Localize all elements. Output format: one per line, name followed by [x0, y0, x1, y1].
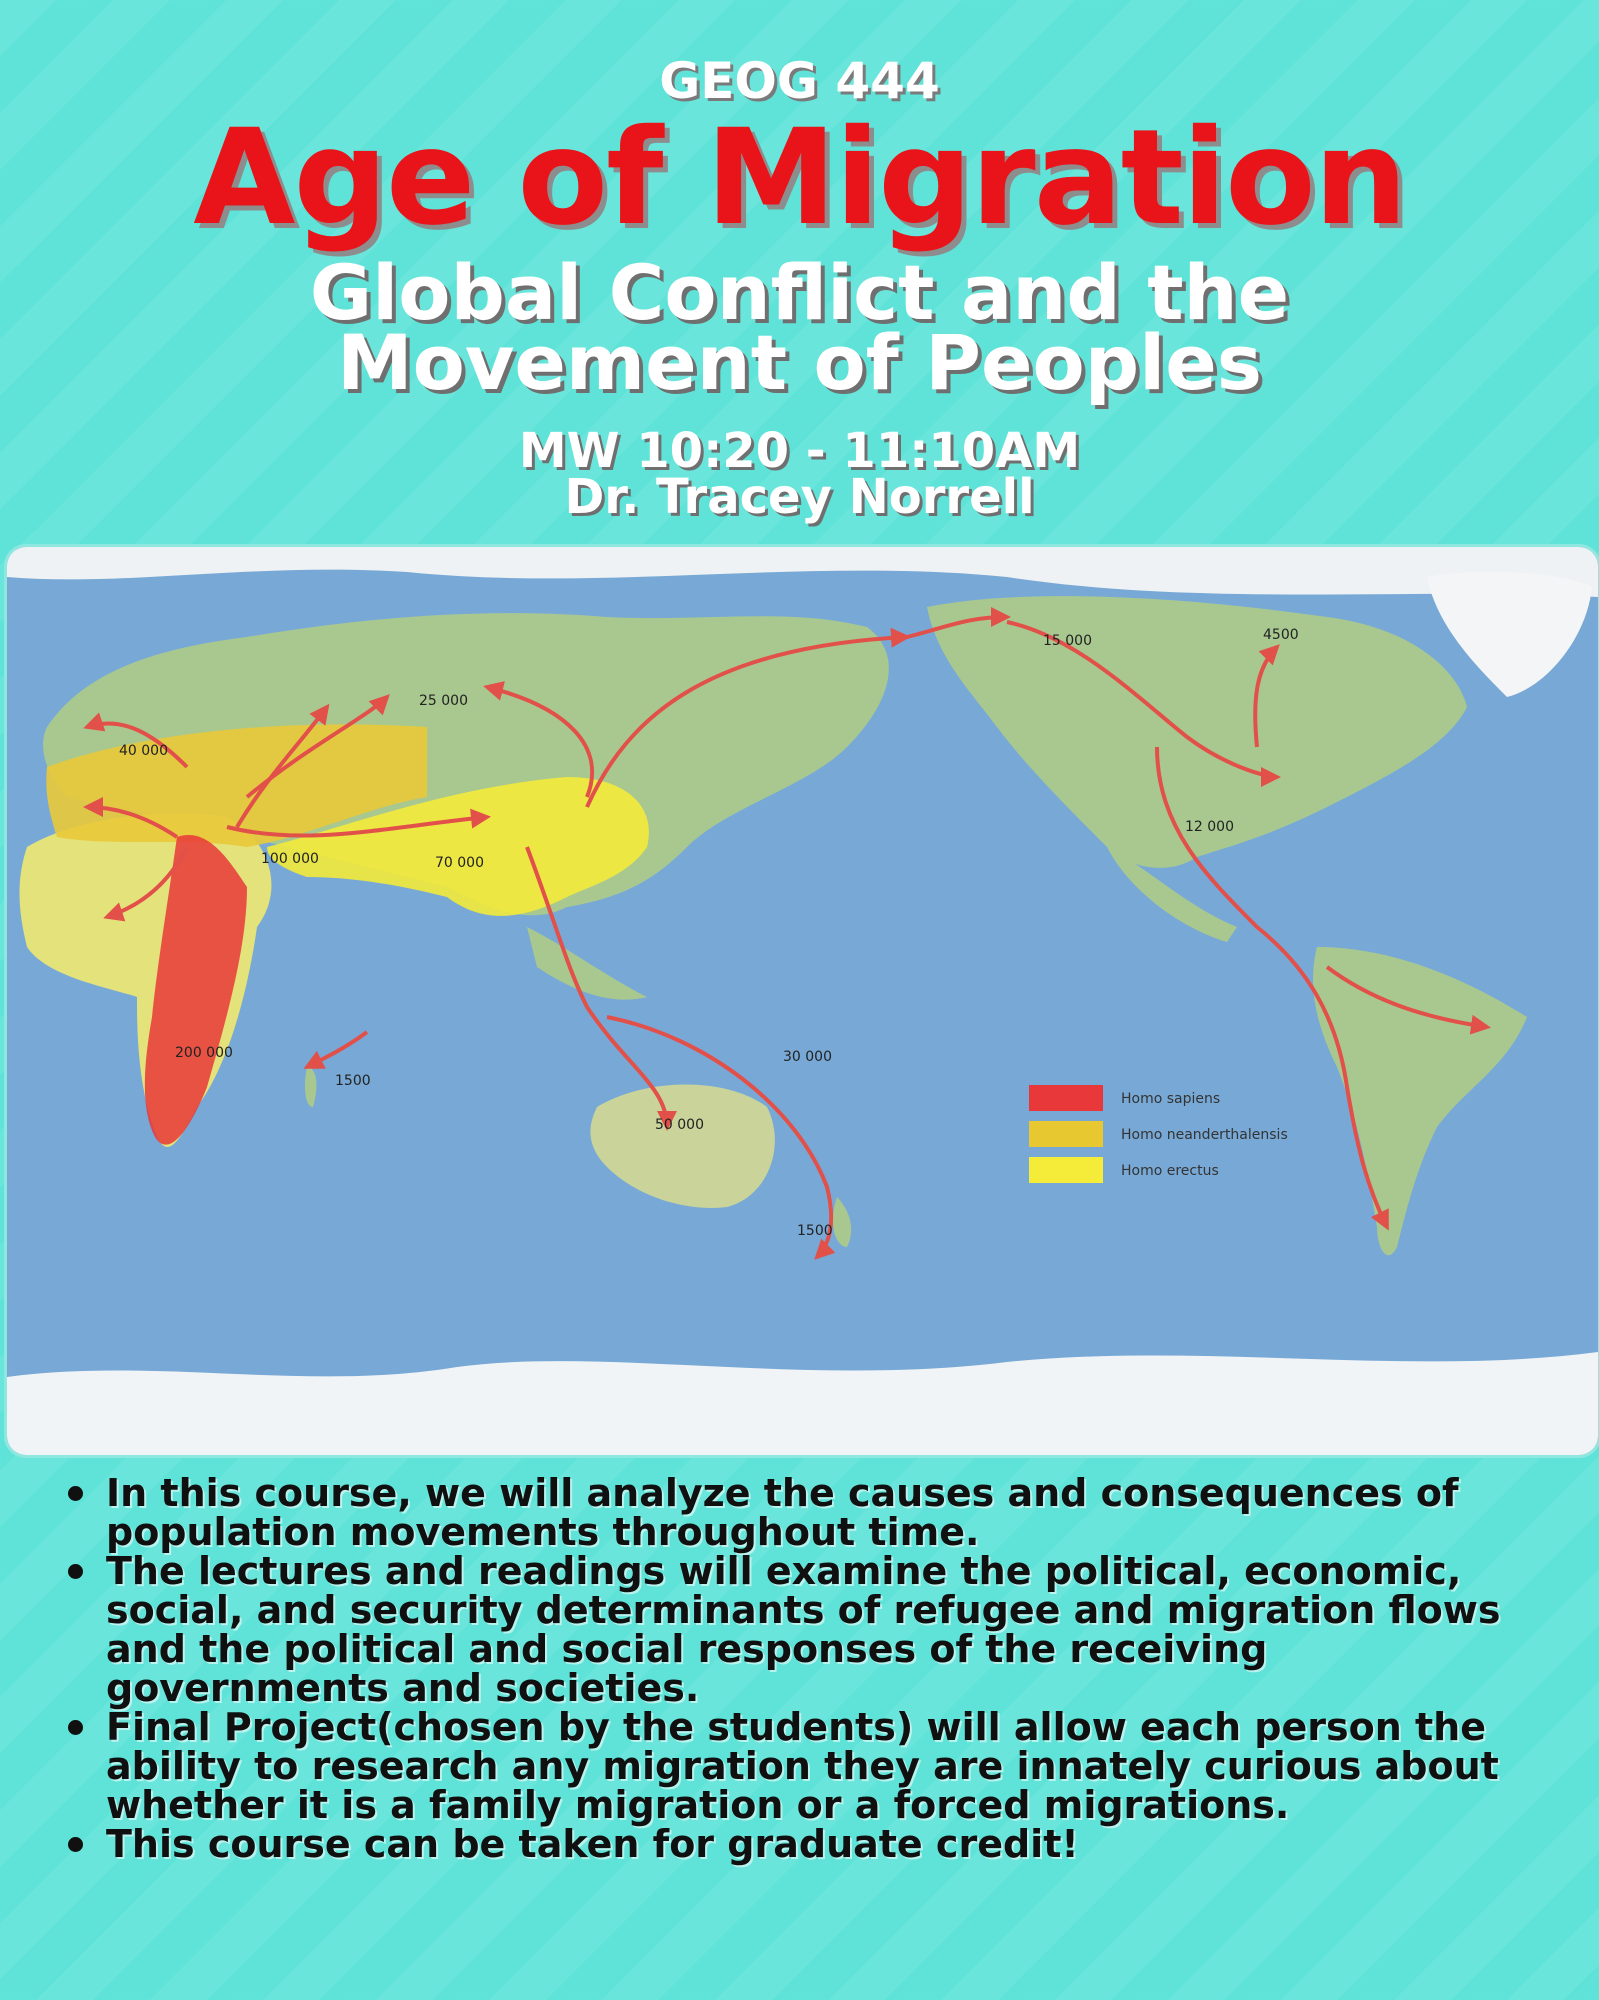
subtitle-line-2: Movement of Peoples [337, 318, 1262, 407]
label-india: 70 000 [435, 855, 484, 871]
legend-swatch-sapiens [1029, 1085, 1103, 1111]
course-info [0, 423, 1599, 525]
label-madagascar: 1500 [335, 1073, 371, 1089]
legend-label-neanderthalensis: Homo neanderthalensis [1121, 1127, 1288, 1143]
bullet-item [60, 1471, 1560, 1554]
label-canada: 4500 [1263, 627, 1299, 643]
legend-label-sapiens: Homo sapiens [1121, 1091, 1221, 1107]
bullet-dot [68, 1720, 83, 1735]
label-siberia: 25 000 [419, 693, 468, 709]
bullet-dot [68, 1837, 83, 1852]
bullet-text-after: credit! [922, 1822, 1079, 1866]
label-new-zealand: 1500 [797, 1223, 833, 1239]
migration-map [4, 544, 1599, 1458]
label-australia: 50 000 [655, 1117, 704, 1133]
bullet-item [60, 1822, 1560, 1866]
graduate-emphasis: graduate [727, 1822, 923, 1866]
instructor-name: Dr. Tracey Norrell [564, 469, 1035, 525]
legend-swatch-erectus [1029, 1157, 1103, 1183]
label-europe: 40 000 [119, 743, 168, 759]
bullet-text-before: This course can be taken for [106, 1822, 728, 1866]
label-pacific: 30 000 [783, 1049, 832, 1065]
bullet-dot [68, 1486, 83, 1501]
label-beringia: 15 000 [1043, 633, 1092, 649]
class-schedule: MW 10:20 - 11:10AM [518, 423, 1081, 479]
label-middle-east: 100 000 [261, 851, 319, 867]
legend-swatch-neanderthalensis [1029, 1121, 1103, 1147]
migration-map-svg [7, 547, 1598, 1455]
course-title: Age of Migration [193, 101, 1406, 255]
label-north-america: 12 000 [1185, 819, 1234, 835]
course-code: GEOG 444 [659, 52, 940, 110]
bullet-text: Final Project(chosen by the students) will allow each person the ability to research any migration they are innately curious about whether it is a family migration or a forced migrations. [106, 1705, 1499, 1827]
course-subtitle [0, 248, 1599, 407]
bullet-item [60, 1549, 1560, 1710]
bullet-item [60, 1705, 1560, 1827]
legend-label-erectus: Homo erectus [1121, 1163, 1219, 1179]
bullet-text: In this course, we will analyze the causes and consequences of population movements throughout time. [106, 1471, 1459, 1554]
label-africa: 200 000 [175, 1045, 233, 1061]
bullet-dot [68, 1564, 83, 1579]
bullet-text: The lectures and readings will examine the political, economic, social, and security determinants of refugee and migration flows and the political and social responses of the receiving governments and societies. [106, 1549, 1501, 1710]
course-description-list [60, 1471, 1560, 1866]
subtitle-line-1: Global Conflict and the [309, 248, 1290, 337]
